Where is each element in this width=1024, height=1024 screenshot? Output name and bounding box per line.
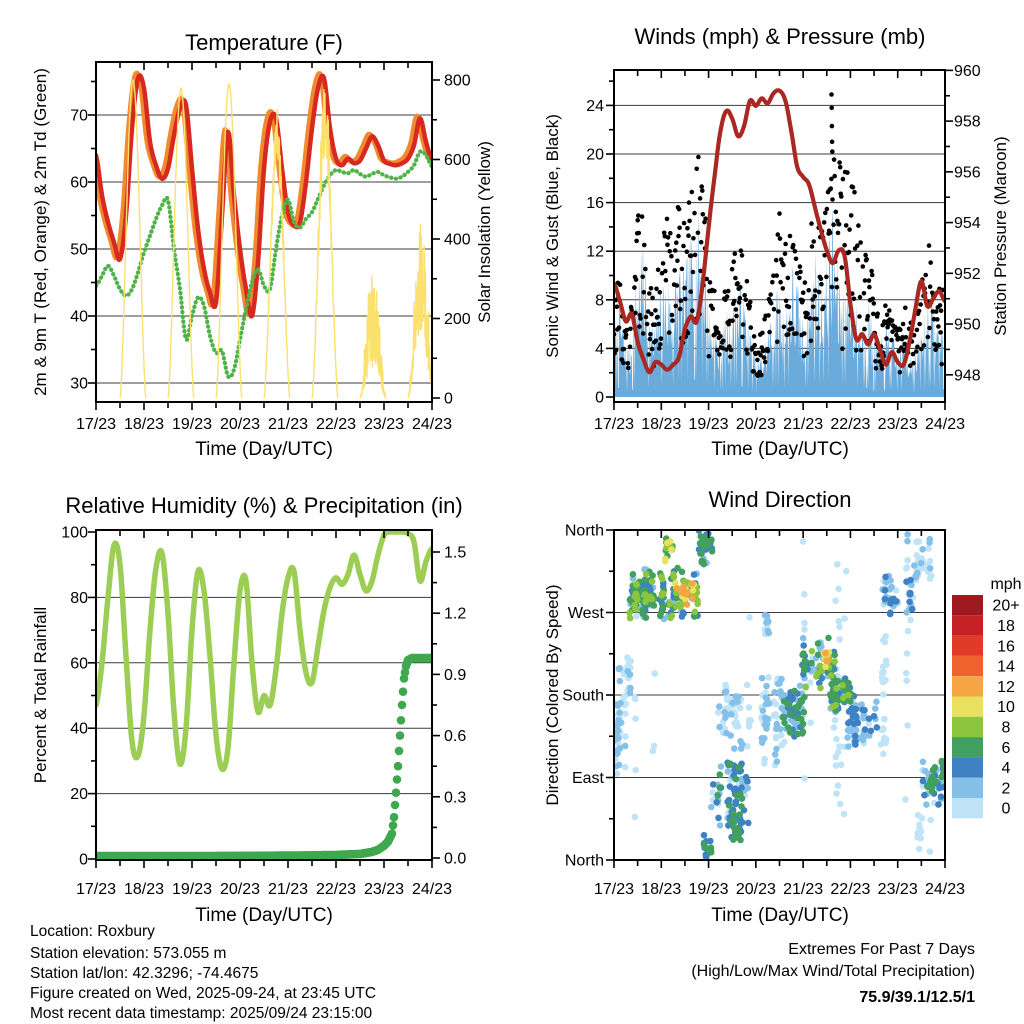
- y-tick-label: 600: [444, 152, 471, 169]
- wind-yaxis-left-label: Sonic Wind & Gust (Blue, Black): [543, 114, 562, 358]
- direction-yaxis-left-label: Direction (Colored By Speed): [543, 584, 562, 806]
- y-tick-label: 948: [954, 367, 981, 385]
- x-tick-label: 18/23: [123, 416, 165, 433]
- y-tick-label: 30: [70, 375, 88, 393]
- station-elevation-line: Station elevation: 573.055 m: [30, 945, 227, 962]
- y-tick-label: 40: [70, 720, 88, 738]
- x-tick-label: 22/23: [315, 416, 357, 433]
- colorbar-label: 4: [1001, 760, 1011, 777]
- data-timestamp-line: Most recent data timestamp: 2025/09/24 23:15:00: [30, 1005, 373, 1022]
- x-tick-label: 22/23: [830, 881, 871, 898]
- x-tick-label: 24/23: [924, 881, 966, 898]
- y-tick-label: 0.6: [444, 728, 467, 746]
- x-tick-label: 24/23: [924, 416, 966, 433]
- wind-direction-dots: [611, 527, 948, 860]
- x-tick-label: 21/23: [267, 881, 309, 898]
- colorbar-label: 8: [1001, 719, 1011, 737]
- winds-pressure-chart-title: Winds (mph) & Pressure (mb): [634, 24, 926, 49]
- pressure-yaxis-right-label: Station Pressure (Maroon): [991, 136, 1010, 336]
- colorbar-label: 14: [997, 658, 1015, 676]
- x-tick-label: 20/23: [735, 416, 776, 433]
- y-tick-label: 400: [444, 231, 471, 249]
- direction-tick-label: South: [562, 687, 604, 705]
- direction-tick-label: West: [567, 605, 604, 622]
- x-tick-label: 24/23: [411, 416, 453, 433]
- y-tick-label: 950: [954, 316, 981, 334]
- chart-panels: [61, 62, 1022, 898]
- wind-direction-chart: [562, 523, 965, 899]
- y-tick-label: 20: [586, 146, 604, 164]
- y-tick-label: 0.9: [444, 666, 467, 684]
- temperature-yaxis-left-label: 2m & 9m T (Red, Orange) & 2m Td (Green): [31, 68, 50, 396]
- y-tick-label: 100: [61, 524, 88, 542]
- y-tick-label: 12: [586, 243, 604, 261]
- wind-direction-chart-title: Wind Direction: [708, 487, 852, 512]
- direction-tick-label: East: [571, 770, 604, 788]
- y-tick-label: 956: [954, 164, 981, 182]
- winds-pressure-chart: [586, 63, 981, 433]
- colorbar-label: 10: [997, 699, 1015, 717]
- y-tick-label: 954: [954, 215, 981, 233]
- x-tick-label: 19/23: [171, 881, 213, 898]
- temperature-chart-title: Temperature (F): [185, 30, 343, 55]
- colorbar-label: 2: [1001, 780, 1011, 798]
- colorbar-label: 0: [1001, 800, 1011, 818]
- extremes-values: 75.9/39.1/12.5/1: [859, 989, 975, 1006]
- precip-dots: [92, 654, 437, 861]
- direction-tick-label: North: [564, 852, 604, 870]
- wind-direction-xaxis-label: Time (Day/UTC): [711, 905, 849, 926]
- x-tick-label: 24/23: [411, 881, 453, 898]
- x-tick-label: 17/23: [593, 881, 635, 898]
- x-tick-label: 21/23: [783, 416, 824, 433]
- colorbar-label: 20+: [992, 597, 1020, 615]
- x-tick-label: 20/23: [219, 881, 261, 898]
- colorbar-label: 6: [1001, 739, 1011, 757]
- station-location-line: Location: Roxbury: [30, 923, 155, 940]
- x-tick-label: 17/23: [593, 416, 635, 433]
- y-tick-label: 960: [954, 62, 981, 80]
- temperature-chart: [70, 62, 471, 433]
- colorbar-label: 18: [997, 617, 1015, 635]
- x-tick-label: 18/23: [123, 881, 165, 898]
- x-tick-label: 17/23: [75, 416, 117, 433]
- x-tick-label: 23/23: [363, 881, 405, 898]
- x-tick-label: 20/23: [735, 881, 776, 898]
- x-tick-label: 19/23: [171, 416, 213, 433]
- y-tick-label: 24: [586, 97, 604, 115]
- x-tick-label: 19/23: [688, 416, 729, 433]
- x-tick-label: 18/23: [641, 881, 682, 898]
- x-tick-label: 23/23: [877, 416, 918, 433]
- y-tick-label: 0: [79, 851, 88, 869]
- gust-dots: [612, 92, 946, 378]
- y-tick-label: 952: [954, 265, 981, 283]
- y-tick-label: 40: [70, 308, 88, 326]
- x-tick-label: 20/23: [219, 416, 261, 433]
- y-tick-label: 8: [595, 292, 604, 310]
- winds-series: [612, 90, 946, 397]
- rh-precip-chart: [61, 525, 466, 899]
- solar-yaxis-right-label: Solar Insolation (Yellow): [475, 141, 494, 323]
- y-tick-label: 0.0: [444, 850, 467, 868]
- extremes-heading: Extremes For Past 7 Days: [788, 941, 975, 958]
- winds-xaxis-label: Time (Day/UTC): [711, 439, 849, 460]
- y-tick-label: 20: [70, 786, 88, 804]
- y-tick-label: 0: [444, 390, 453, 408]
- rh-xaxis-label: Time (Day/UTC): [195, 905, 333, 926]
- x-tick-label: 22/23: [315, 881, 357, 898]
- y-tick-label: 50: [70, 241, 88, 259]
- y-tick-label: 200: [444, 311, 471, 328]
- y-tick-label: 4: [595, 340, 604, 358]
- x-tick-label: 21/23: [783, 881, 824, 898]
- y-tick-label: 80: [70, 589, 88, 607]
- station-latlon-line: Station lat/lon: 42.3296; -74.4675: [30, 965, 259, 982]
- colorbar-label: 16: [997, 638, 1015, 656]
- y-tick-label: 958: [954, 113, 981, 131]
- rh-precip-chart-title: Relative Humidity (%) & Precipitation (in): [65, 493, 463, 518]
- x-tick-label: 18/23: [641, 416, 682, 433]
- rh-yaxis-left-label: Percent & Total Rainfall: [31, 606, 50, 784]
- rh-series: [92, 532, 437, 861]
- extremes-subheading: (High/Low/Max Wind/Total Precipitation): [691, 963, 975, 980]
- speed-colorbar: [952, 595, 1020, 818]
- figure-created-line: Figure created on Wed, 2025-09-24, at 23:45 UTC: [30, 985, 377, 1002]
- x-tick-label: 23/23: [363, 416, 405, 433]
- y-tick-label: 60: [70, 655, 88, 673]
- y-tick-label: 1.5: [444, 544, 467, 562]
- y-tick-label: 0: [595, 389, 604, 407]
- y-tick-label: 0.3: [444, 789, 467, 807]
- x-tick-label: 17/23: [75, 881, 117, 898]
- colorbar-title: mph: [990, 576, 1022, 593]
- x-tick-label: 23/23: [877, 881, 918, 898]
- temperature-xaxis-label: Time (Day/UTC): [195, 439, 333, 460]
- y-tick-label: 70: [70, 107, 88, 125]
- y-tick-label: 60: [70, 174, 88, 192]
- x-tick-label: 21/23: [267, 416, 309, 433]
- y-tick-label: 16: [586, 195, 604, 213]
- x-tick-label: 19/23: [688, 881, 729, 898]
- y-tick-label: 800: [444, 72, 471, 90]
- x-tick-label: 22/23: [830, 416, 871, 433]
- colorbar-label: 12: [997, 678, 1015, 696]
- temperature-series: [93, 73, 432, 398]
- direction-tick-label: North: [564, 522, 604, 540]
- y-tick-label: 1.2: [444, 605, 467, 623]
